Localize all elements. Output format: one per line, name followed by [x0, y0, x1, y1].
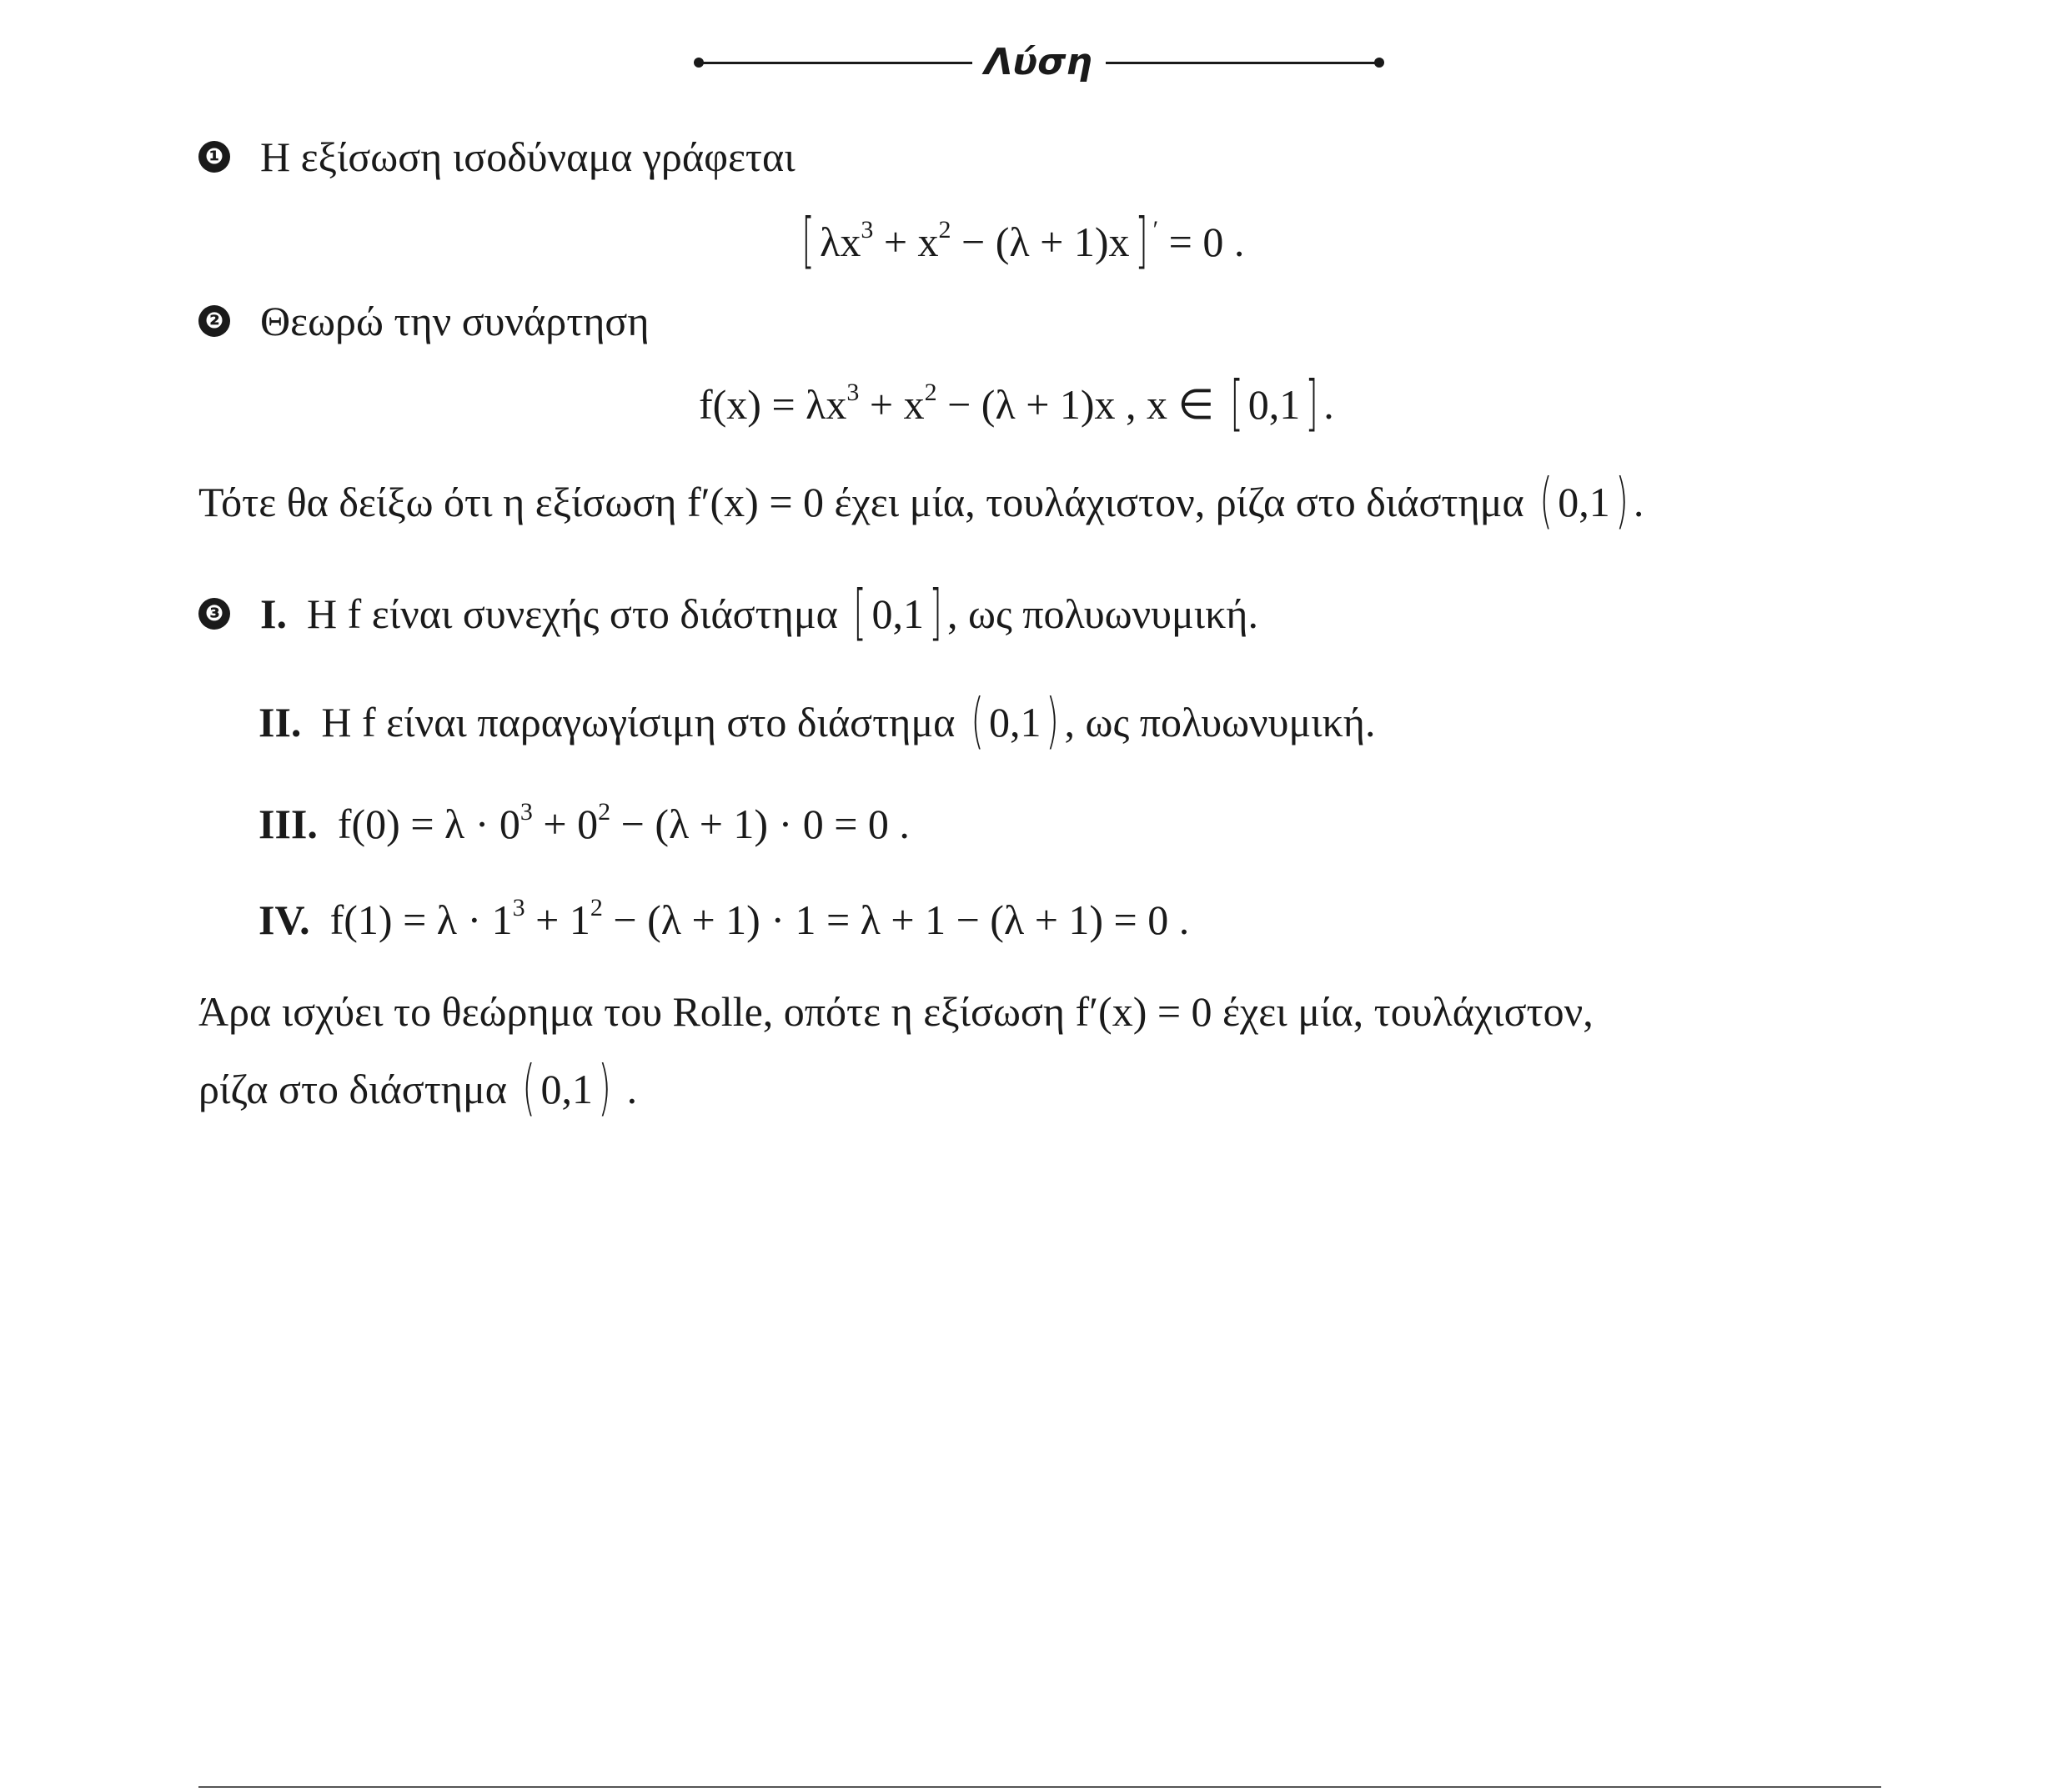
interval: 0,1: [1558, 479, 1610, 525]
exponent: 3: [861, 216, 874, 243]
bullet-2-icon: ❷: [198, 305, 230, 337]
item-label-i: I.: [260, 590, 287, 637]
period: .: [616, 1066, 638, 1112]
item-label-iv: IV.: [258, 896, 310, 943]
period: .: [1633, 479, 1644, 525]
eq-term: + x: [859, 381, 925, 428]
left-paren: (: [971, 685, 984, 755]
footer-rule: [198, 1786, 1881, 1788]
eq-term: + x: [873, 218, 939, 265]
solution-header: [692, 33, 1384, 92]
eq-term: + 0: [532, 801, 599, 847]
eq-term: = 0 .: [1158, 218, 1245, 265]
right-paren: ): [1046, 685, 1060, 755]
step3-i-line: [198, 577, 1258, 647]
eq-term: + 1: [525, 896, 590, 943]
conclusion-text: ρίζα στο διάστημα: [198, 1066, 518, 1112]
header-title: Λύση: [984, 41, 1092, 83]
left-paren: (: [522, 1052, 536, 1122]
exponent: 2: [924, 379, 937, 406]
conclusion-line-1: [198, 986, 1594, 1037]
item-text: Η f είναι συνεχής στο διάστημα: [306, 590, 849, 637]
eq-term: f(x) = λx: [699, 381, 847, 428]
step2-text: Θεωρώ την συνάρτηση: [260, 298, 650, 344]
eq-term: − (λ + 1) · 1 = λ + 1 − (λ + 1) = 0 .: [602, 896, 1190, 943]
eq-term: λx: [820, 218, 861, 265]
header-dot-right: [1374, 58, 1384, 68]
eq-term: − (λ + 1) · 0 = 0 .: [610, 801, 910, 847]
interval: 0,1: [871, 590, 924, 637]
right-paren: ): [1615, 465, 1629, 535]
right-bracket: ]: [1305, 368, 1318, 438]
step1-text: Η εξίσωση ισοδύναμα γράφεται: [260, 133, 796, 180]
conclusion-line-2: [198, 1052, 638, 1122]
bullet-1-icon: ❶: [198, 141, 230, 173]
exponent: 3: [520, 798, 533, 826]
interval: 0,1: [988, 699, 1042, 745]
step2-line: [198, 296, 650, 346]
eq-term: f(1) = λ · 1: [329, 896, 513, 943]
exponent: 2: [598, 798, 611, 826]
step3-iii-line: [258, 799, 910, 849]
item-text: , ως πολυωνυμική.: [1064, 699, 1376, 745]
conclusion-text: Άρα ισχύει το θεώρημα του Rolle, οπότε η εξίσωση f′(x) = 0 έχει μία, τουλάχιστον,: [198, 988, 1594, 1035]
item-text: , ως πολυωνυμική.: [947, 590, 1258, 637]
bullet-3-icon: ❸: [198, 598, 230, 630]
exponent: 3: [512, 894, 525, 921]
step1-equation: [796, 205, 1245, 275]
exponent: 3: [846, 379, 860, 406]
then-text: Τότε θα δείξω ότι η εξίσωση f′(x) = 0 έχει μία, τουλάχιστον, ρίζα στο διάστημα: [198, 479, 1535, 525]
header-rule-left: [699, 62, 972, 64]
eq-term: f(0) = λ · 0: [337, 801, 520, 847]
eq-term: .: [1323, 381, 1334, 428]
step3-ii-line: [258, 685, 1376, 755]
right-paren: ): [598, 1052, 611, 1122]
header-rule-right: [1106, 62, 1379, 64]
prime-mark: ′: [1152, 216, 1159, 243]
exponent: 2: [938, 216, 951, 243]
left-bracket: [: [801, 205, 815, 275]
left-bracket: [: [1229, 368, 1243, 438]
right-bracket: ]: [1134, 205, 1148, 275]
interval: 0,1: [1247, 381, 1301, 428]
item-text: Η f είναι παραγωγίσιμη στο διάστημα: [321, 699, 966, 745]
interval: 0,1: [540, 1066, 594, 1112]
step2-equation: [699, 368, 1334, 438]
left-paren: (: [1539, 465, 1553, 535]
step3-iv-line: [258, 895, 1189, 945]
exponent: 2: [590, 894, 603, 921]
eq-term: − (λ + 1)x: [951, 218, 1130, 265]
eq-term: − (λ + 1)x , x ∈: [936, 381, 1225, 428]
item-label-iii: III.: [258, 801, 318, 847]
right-bracket: ]: [929, 577, 942, 647]
left-bracket: [: [853, 577, 867, 647]
then-line: [198, 465, 1644, 535]
step1-line: [198, 132, 796, 182]
item-label-ii: II.: [258, 699, 302, 745]
